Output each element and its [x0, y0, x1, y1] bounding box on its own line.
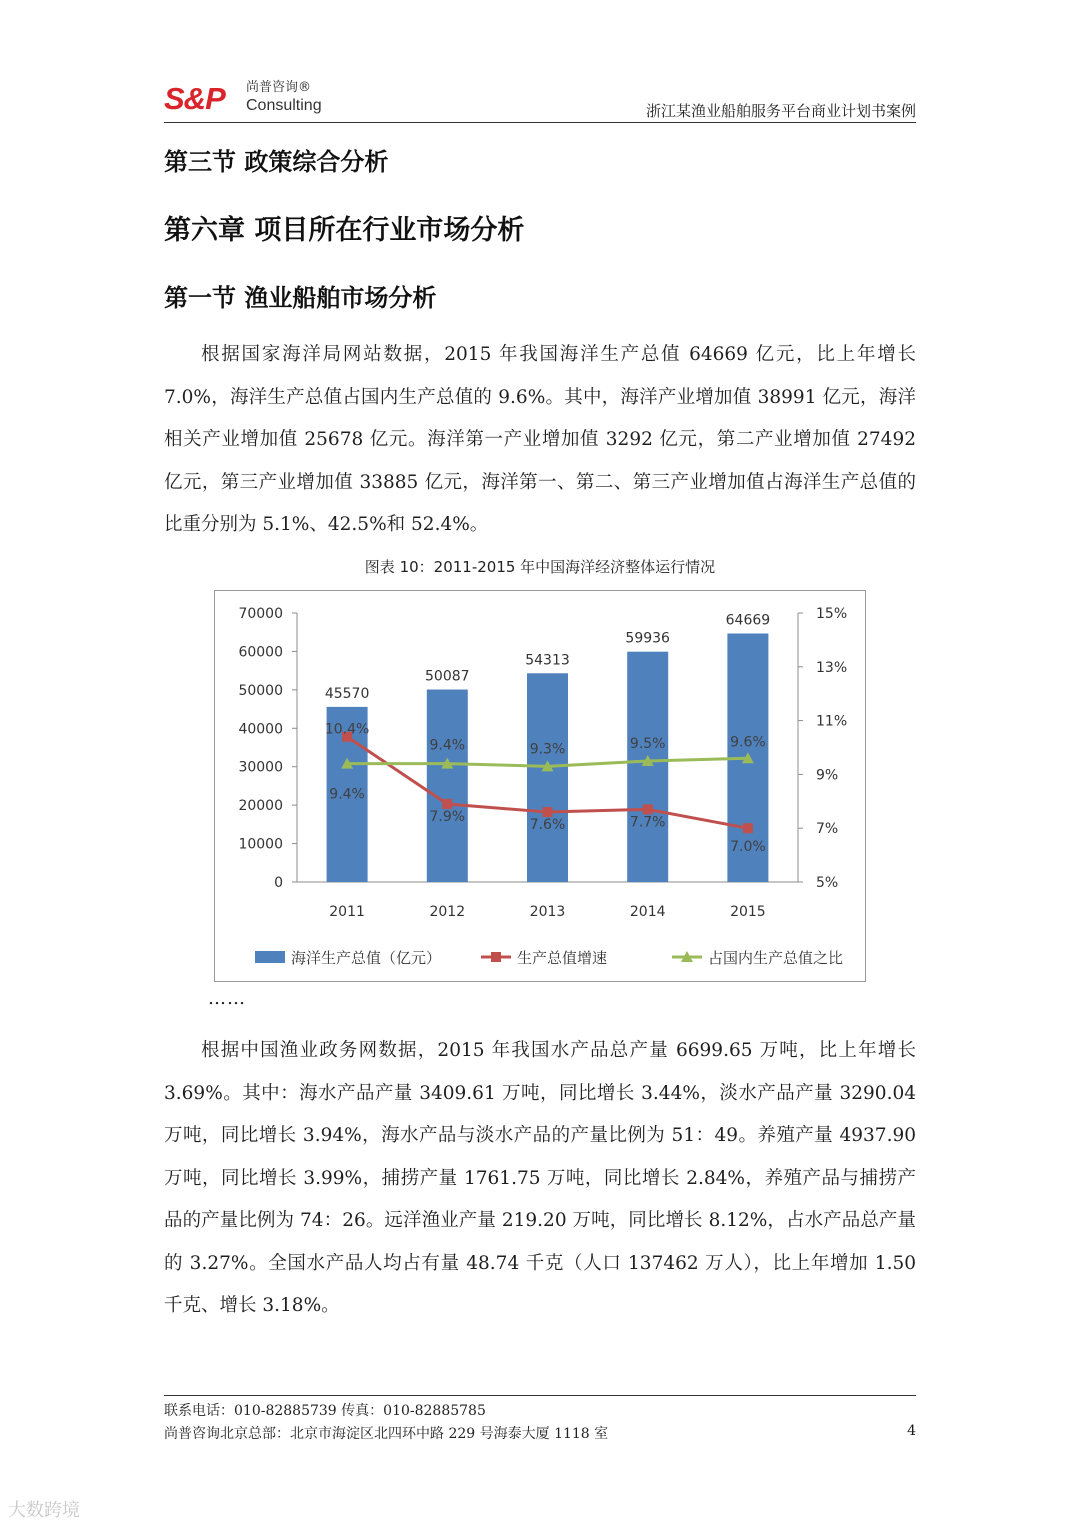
data-label: 9.3% [529, 741, 566, 758]
right-axis-tick-label: 7% [816, 821, 839, 838]
x-axis-tick-label: 2012 [429, 904, 466, 920]
footer-address: 尚普咨询北京总部：北京市海淀区北四环中路 229 号海泰大厦 1118 室 [164, 1426, 609, 1442]
x-axis-tick-label: 2015 [730, 904, 766, 920]
page-number: 4 [907, 1423, 916, 1439]
section-heading-market: 第一节 渔业船舶市场分析 [164, 284, 437, 312]
right-axis-tick-label: 15% [816, 606, 848, 622]
data-label: 9.6% [730, 734, 766, 751]
data-label: 7.6% [529, 817, 566, 834]
logo-english-name: Consulting [246, 97, 322, 114]
x-axis-tick-label: 2011 [329, 904, 365, 920]
footer-contact: 联系电话：010-82885739 传真：010-82885785 [164, 1403, 486, 1419]
section-heading-policy: 第三节 政策综合分析 [164, 148, 389, 176]
data-label: 7.7% [629, 814, 666, 831]
bar [427, 690, 468, 882]
data-label: 7.0% [730, 839, 766, 856]
paragraph-aquatic-products: 根据中国渔业政务网数据，2015 年我国水产品总产量 6699.65 万吨，比上年增长 3.69%。其中：海水产品产量 3409.61 万吨，同比增长 3.44%，淡水产品产量 3290.04 万吨，同比增长 3.94%，海水产品与淡水产品的产量比例为 51：49。养殖产量 4937.90 万吨，同比增长 3.99%，捕捞产量 1761.75 万吨，同比增长 2.84%，养殖产品与捕捞产品的产量比例为 74：26。远洋渔业产量 219.20 万吨，同比增长 8.12%，占水产品总产量的 3.27%。全国水产品人均占有量 48.74 千克（人口 137462 万人），比上年增加 1.50 千克、增长 3.18%。 [164, 1040, 916, 1316]
data-label: 10.4% [324, 721, 370, 738]
watermark: 大数跨境 [8, 1500, 80, 1521]
data-label: 9.5% [629, 735, 666, 752]
logo-mark: S&P [164, 81, 225, 116]
chart-frame [214, 590, 866, 982]
right-axis-tick-label: 9% [816, 767, 839, 784]
data-label: 7.9% [429, 808, 466, 825]
left-axis-tick-label: 70000 [238, 606, 283, 622]
bar-value-label: 54313 [525, 652, 570, 669]
bar [527, 673, 568, 882]
x-axis-tick-label: 2014 [629, 904, 666, 920]
bar-value-label: 50087 [425, 668, 470, 685]
right-axis-tick-label: 11% [816, 713, 848, 730]
chapter-heading: 第六章 项目所在行业市场分析 [164, 215, 525, 246]
left-axis-tick-label: 40000 [238, 721, 283, 738]
left-axis-tick-label: 0 [274, 875, 283, 891]
marine-economy-chart [215, 591, 865, 981]
ellipsis: …… [208, 988, 246, 1009]
series-marker [543, 807, 553, 817]
x-axis-tick-label: 2013 [529, 904, 566, 920]
bar-value-label: 64669 [725, 612, 771, 629]
bar [627, 652, 668, 882]
company-logo [164, 80, 344, 122]
logo-chinese-name: 尚普咨询® [246, 80, 312, 95]
left-axis-tick-label: 30000 [238, 759, 283, 776]
series-marker [442, 799, 452, 809]
footer-divider [164, 1395, 916, 1396]
data-label: 9.4% [429, 737, 466, 754]
left-axis-tick-label: 10000 [238, 836, 283, 853]
bar-value-label: 45570 [324, 685, 370, 702]
right-axis-tick-label: 13% [816, 659, 848, 676]
chart-caption: 图表 10：2011-2015 年中国海洋经济整体运行情况 [364, 558, 716, 576]
left-axis-tick-label: 20000 [238, 798, 283, 815]
bar-value-label: 59936 [625, 630, 670, 647]
right-axis-tick-label: 5% [816, 875, 839, 891]
left-axis-tick-label: 60000 [238, 644, 283, 661]
document-title: 浙江某渔业船舶服务平台商业计划书案例 [645, 102, 916, 120]
legend-marker [491, 952, 501, 962]
series-marker [643, 804, 653, 814]
legend-label: 生产总值增速 [517, 949, 608, 967]
legend-label: 海洋生产总值（亿元） [291, 949, 442, 967]
header-divider [164, 122, 916, 123]
legend-swatch [255, 951, 285, 963]
legend-label: 占国内生产总值之比 [708, 949, 844, 967]
series-marker [743, 823, 753, 833]
left-axis-tick-label: 50000 [238, 682, 283, 699]
paragraph-marine-economy: 根据国家海洋局网站数据，2015 年我国海洋生产总值 64669 亿元，比上年增长 7.0%，海洋生产总值占国内生产总值的 9.6%。其中，海洋产业增加值 38991 亿元，海洋相关产业增加值 25678 亿元。海洋第一产业增加值 3292 亿元，第二产业增加值 27492 亿元，第三产业增加值 33885 亿元，海洋第一、第二、第三产业增加值占海洋生产总值的比重分别为 5.1%、42.5%和 52.4%。 [164, 344, 916, 535]
data-label: 9.4% [329, 786, 365, 803]
